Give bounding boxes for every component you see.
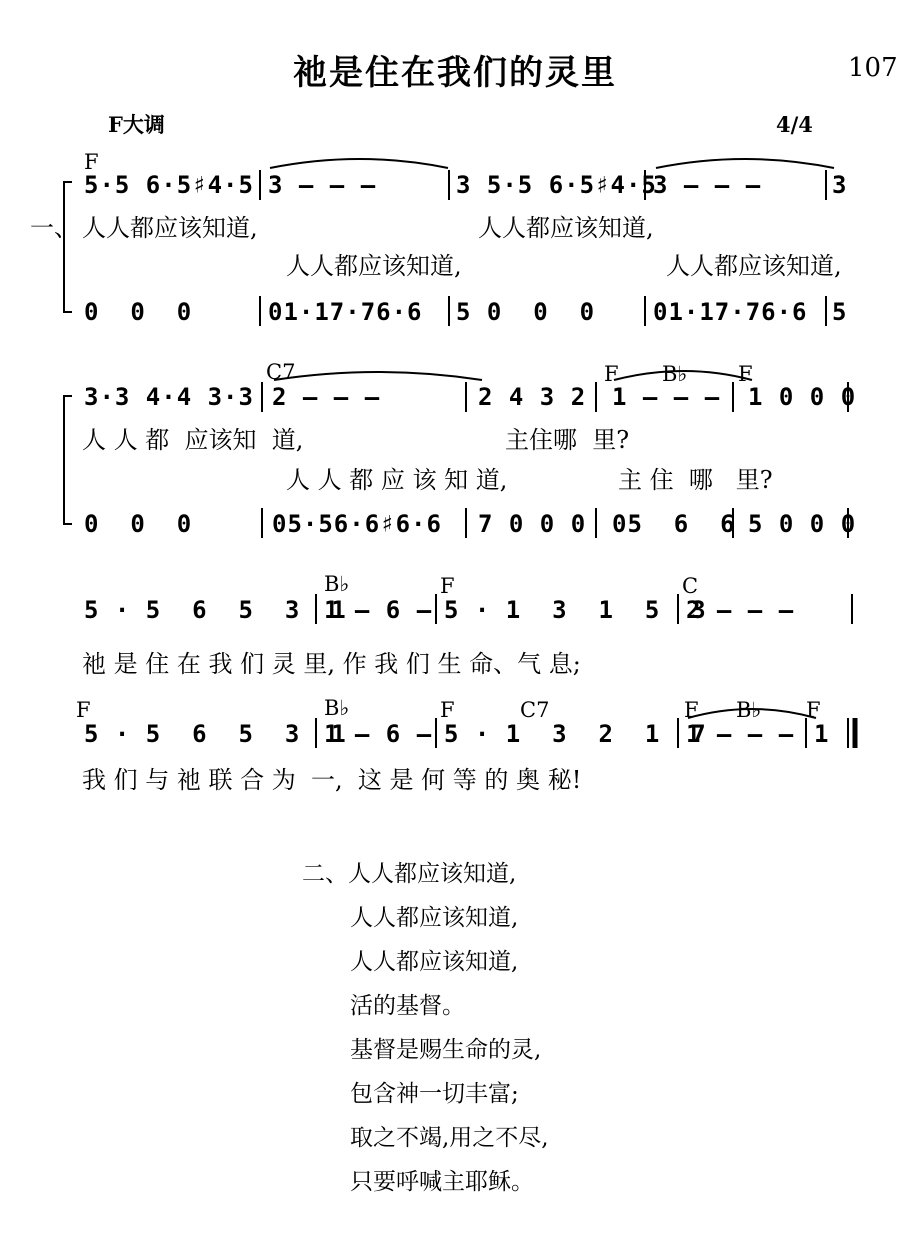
verse-line: 人人都应该知道, — [350, 949, 519, 975]
measure-notes: 5 0 0 0 — [748, 510, 857, 538]
system-bracket — [64, 182, 72, 312]
measure-notes: 3 — — — — [268, 171, 377, 199]
chord-label: F — [684, 698, 699, 722]
measure-notes: 1 — 6 — — [324, 596, 433, 624]
lyric-line: 人人都应该知道, — [478, 214, 654, 242]
verse-line: 基督是赐生命的灵, — [350, 1037, 542, 1063]
measure-notes: 5 · 5 6 5 3 1 — [84, 720, 347, 748]
chord-label: B♭ — [662, 362, 688, 386]
measure-notes: 1 — 6 — — [324, 720, 433, 748]
measure-notes: 0 0 0 — [84, 298, 193, 326]
verse-line: 人人都应该知道, — [350, 905, 519, 931]
measure-notes: 3 — — — — [653, 171, 762, 199]
verse-line: 二、人人都应该知道, — [302, 861, 517, 887]
measure-notes: 7 0 0 0 — [478, 510, 587, 538]
measure-notes: 3·3 4·4 3·3 — [84, 383, 254, 411]
measure-notes: 1 — — — — [686, 720, 795, 748]
chord-label: F — [440, 698, 455, 722]
system-bracket — [64, 396, 72, 524]
chord-label: F — [806, 698, 821, 722]
measure-notes: 1 — — — — [612, 383, 721, 411]
chord-label: F — [604, 362, 619, 386]
lyric-line: 人人都应该知道, — [82, 214, 258, 242]
measure-notes: 2 — — — — [686, 596, 795, 624]
measure-notes: 5 · 1 3 2 1 7 — [444, 720, 707, 748]
measure-notes: 5 — [832, 298, 848, 326]
lyric-line: 我 们 与 祂 联 合 为 一, 这 是 何 等 的 奥 秘! — [82, 766, 582, 794]
verse-line: 包含神一切丰富; — [350, 1081, 519, 1107]
measure-notes: 3 5·5 6·5♯4·5 — [456, 171, 657, 199]
measure-notes: 0 0 0 — [84, 510, 193, 538]
tie-slur — [656, 159, 834, 168]
measure-notes: 2 4 3 2 — [478, 383, 587, 411]
measure-notes: 2 — — — — [272, 383, 381, 411]
measure-notes: 01·17·76·6 — [268, 298, 423, 326]
page-title: 祂是住在我们的灵里 — [293, 53, 617, 93]
verse-line: 活的基督。 — [350, 993, 465, 1019]
tie-slur — [274, 372, 482, 380]
measure-notes: 05·56·6♯6·6 — [272, 510, 442, 538]
lyric-line: 人人都应该知道, — [286, 252, 462, 280]
lyric-line: 主住哪 里? — [505, 426, 630, 454]
chord-label: F — [738, 362, 753, 386]
tie-slur — [270, 159, 448, 168]
chord-label: F — [84, 150, 99, 174]
lyric-line: 人人都应该知道, — [666, 252, 842, 280]
measure-notes: 5 · 5 6 5 3 1 — [84, 596, 347, 624]
time-signature: 4/4 — [776, 112, 813, 137]
chord-label: F — [440, 574, 455, 598]
measure-notes: 1 — [814, 720, 830, 748]
chord-label: C7 — [520, 698, 550, 722]
measure-notes: 5·5 6·5♯4·5 — [84, 171, 254, 199]
measure-notes: 01·17·76·6 — [653, 298, 808, 326]
measure-notes: 5 · 1 3 1 5 3 — [444, 596, 707, 624]
chord-label: B♭ — [736, 698, 762, 722]
verse-line: 只要呼喊主耶稣。 — [350, 1169, 534, 1195]
measure-notes: 05 6 6 — [612, 510, 736, 538]
lyric-line: 人 人 都 应该知 道, — [82, 426, 304, 454]
chord-label: C7 — [266, 360, 296, 384]
chord-label: F — [76, 698, 91, 722]
tie-slur — [614, 371, 752, 380]
measure-notes: 5 0 0 0 — [456, 298, 596, 326]
lyric-line: 人 人 都 应 该 知 道, — [286, 466, 508, 494]
verse-line: 取之不竭,用之不尽, — [350, 1125, 549, 1151]
measure-notes: 1 0 0 0 — [748, 383, 857, 411]
chord-label: B♭ — [324, 696, 350, 720]
lyric-line: 主 住 哪 里? — [618, 466, 773, 494]
key-signature: F大调 — [108, 112, 165, 137]
chord-label: B♭ — [324, 572, 350, 596]
measure-notes: 3 — [832, 171, 848, 199]
chord-label: C — [682, 574, 699, 598]
verse-marker: 一、 — [30, 214, 78, 242]
lyric-line: 祂 是 住 在 我 们 灵 里, 作 我 们 生 命、气 息; — [82, 650, 581, 678]
tie-slur — [688, 709, 816, 718]
page-number: 107 — [848, 53, 898, 83]
